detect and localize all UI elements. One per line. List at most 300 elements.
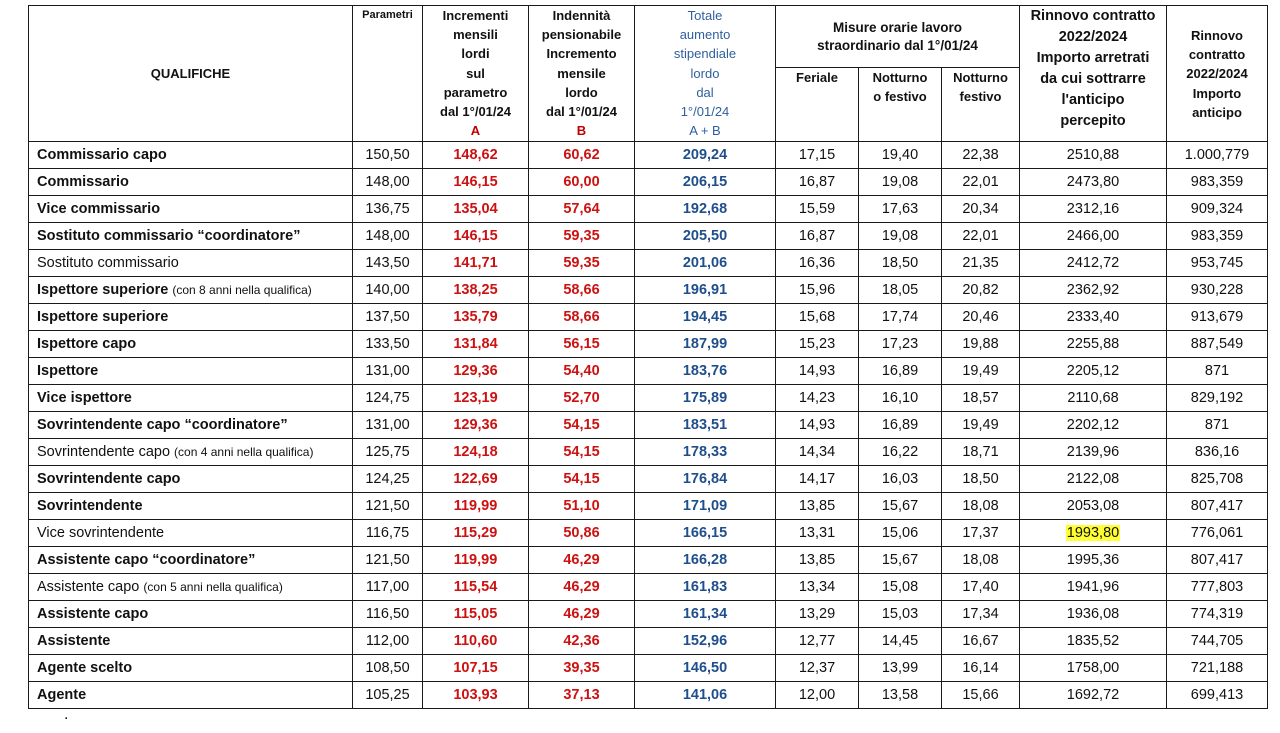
header-indennita [529, 6, 635, 142]
cell-notturno-o-festivo-value: 16,89 [881, 363, 919, 379]
cell-arretrati [1020, 493, 1167, 520]
cell-indennita-b-value: 37,13 [563, 687, 600, 703]
cell-arretrati-value: 1941,96 [1066, 579, 1120, 595]
cell-indennita-b [529, 142, 635, 169]
cell-indennita-b-value: 39,35 [563, 660, 600, 676]
cell-incremento-a [423, 655, 529, 682]
cell-notturno-o-festivo [859, 547, 942, 574]
cell-parametro [353, 493, 423, 520]
cell-totale-value: 196,91 [682, 282, 728, 298]
cell-parametro [353, 682, 423, 709]
header-line: Notturno [872, 70, 928, 85]
cell-notturno-festivo-value: 18,57 [962, 390, 999, 406]
header-line: aumento [679, 27, 731, 43]
cell-notturno-o-festivo-value: 16,10 [881, 390, 919, 406]
cell-parametro-value: 131,00 [365, 417, 410, 433]
cell-feriale [776, 412, 859, 439]
header-line: percepito [1060, 113, 1126, 129]
cell-parametro-value: 136,75 [365, 201, 410, 217]
cell-incremento-a [423, 520, 529, 547]
cell-arretrati-value: 2053,08 [1066, 498, 1120, 514]
cell-arretrati [1020, 196, 1167, 223]
cell-feriale [776, 574, 859, 601]
salary-table [28, 5, 1268, 709]
qualifica-name: Agente [37, 687, 87, 703]
cell-incremento-a [423, 358, 529, 385]
cell-qualifica [29, 385, 353, 412]
cell-totale [635, 250, 776, 277]
cell-arretrati [1020, 142, 1167, 169]
cell-arretrati-value: 1993,80 [1066, 525, 1120, 541]
cell-qualifica [29, 277, 353, 304]
cell-feriale [776, 196, 859, 223]
cell-feriale [776, 601, 859, 628]
qualifica-name: Vice commissario [37, 201, 161, 217]
cell-anticipo-value: 829,192 [1190, 390, 1244, 406]
cell-incremento-a [423, 439, 529, 466]
cell-arretrati [1020, 250, 1167, 277]
cell-totale [635, 682, 776, 709]
cell-incremento-a-value: 129,36 [453, 417, 498, 433]
cell-parametro-value: 150,50 [365, 147, 410, 163]
cell-indennita-b [529, 250, 635, 277]
cell-parametro [353, 331, 423, 358]
cell-qualifica [29, 547, 353, 574]
cell-arretrati-value: 1936,08 [1066, 606, 1120, 622]
cell-incremento-a-value: 103,93 [453, 687, 498, 703]
cell-notturno-o-festivo [859, 223, 942, 250]
cell-totale [635, 169, 776, 196]
cell-indennita-b-value: 54,15 [563, 417, 600, 433]
cell-indennita-b-value: 52,70 [563, 390, 600, 406]
cell-feriale-value: 13,29 [798, 606, 836, 622]
cell-incremento-a [423, 169, 529, 196]
cell-indennita-b [529, 331, 635, 358]
cell-feriale [776, 439, 859, 466]
table-row [29, 466, 1268, 493]
cell-notturno-o-festivo-value: 15,67 [881, 498, 919, 514]
cell-notturno-o-festivo-value: 15,67 [881, 552, 919, 568]
cell-feriale-value: 14,17 [798, 471, 836, 487]
cell-arretrati [1020, 277, 1167, 304]
cell-notturno-o-festivo [859, 142, 942, 169]
cell-indennita-b-value: 58,66 [563, 282, 600, 298]
cell-parametro [353, 223, 423, 250]
cell-feriale [776, 169, 859, 196]
cell-anticipo [1167, 385, 1268, 412]
cell-totale [635, 331, 776, 358]
cell-parametro [353, 574, 423, 601]
cell-arretrati-value: 2473,80 [1066, 174, 1120, 190]
cell-arretrati-value: 2510,88 [1066, 147, 1120, 163]
cell-qualifica [29, 493, 353, 520]
cell-anticipo [1167, 196, 1268, 223]
cell-incremento-a [423, 628, 529, 655]
table-row [29, 358, 1268, 385]
qualifica-name: Commissario [37, 174, 129, 190]
cell-anticipo [1167, 250, 1268, 277]
cell-indennita-b-value: 60,00 [563, 174, 600, 190]
cell-anticipo [1167, 169, 1268, 196]
cell-qualifica [29, 142, 353, 169]
cell-notturno-o-festivo [859, 196, 942, 223]
cell-arretrati-value: 1758,00 [1066, 660, 1120, 676]
cell-totale-value: 201,06 [682, 255, 728, 271]
header-line: dal 1°/01/24 [546, 104, 617, 120]
cell-feriale-value: 13,31 [798, 525, 836, 541]
header-line: Incrementi [442, 8, 509, 23]
cell-parametro-value: 137,50 [365, 309, 410, 325]
cell-notturno-o-festivo [859, 331, 942, 358]
cell-notturno-o-festivo-value: 18,50 [881, 255, 919, 271]
cell-feriale [776, 277, 859, 304]
qualifica-name: Ispettore [37, 363, 99, 379]
cell-indennita-b-value: 58,66 [563, 309, 600, 325]
cell-notturno-o-festivo [859, 601, 942, 628]
header-line: pensionabile [541, 27, 622, 43]
header-indennita-lines [529, 6, 634, 121]
cell-totale-value: 161,34 [682, 606, 728, 622]
cell-indennita-b [529, 223, 635, 250]
cell-incremento-a [423, 412, 529, 439]
table-row [29, 385, 1268, 412]
cell-indennita-b-value: 59,35 [563, 228, 600, 244]
cell-parametro-value: 124,75 [365, 390, 410, 406]
cell-incremento-a [423, 493, 529, 520]
cell-notturno-o-festivo [859, 493, 942, 520]
cell-totale [635, 358, 776, 385]
cell-anticipo-value: 721,188 [1190, 660, 1244, 676]
cell-indennita-b [529, 412, 635, 439]
table-body [29, 142, 1268, 709]
cell-notturno-festivo-value: 18,50 [962, 471, 999, 487]
cell-notturno-festivo [942, 385, 1020, 412]
cell-totale-value: 141,06 [682, 687, 728, 703]
header-line: lordo [690, 65, 720, 81]
cell-notturno-festivo [942, 628, 1020, 655]
cell-parametro [353, 655, 423, 682]
cell-notturno-festivo-value: 16,14 [962, 660, 999, 676]
cell-parametro [353, 277, 423, 304]
cell-notturno-o-festivo-value: 13,99 [881, 660, 919, 676]
qualifica-name: Sovrintendente capo [37, 444, 175, 460]
cell-indennita-b-value: 54,15 [563, 471, 600, 487]
header-misure-orarie [776, 6, 1020, 68]
cell-incremento-a-value: 129,36 [453, 363, 498, 379]
header-line: Rinnovo [1191, 28, 1243, 43]
cell-notturno-o-festivo-value: 15,08 [881, 579, 919, 595]
cell-feriale-value: 14,23 [798, 390, 836, 406]
cell-indennita-b [529, 277, 635, 304]
cell-notturno-o-festivo-value: 17,63 [881, 201, 919, 217]
cell-feriale [776, 466, 859, 493]
cell-anticipo [1167, 304, 1268, 331]
header-line: dal [696, 84, 714, 100]
table-row [29, 682, 1268, 709]
cell-qualifica [29, 466, 353, 493]
cell-totale-value: 183,51 [682, 417, 728, 433]
header-line: parametro [443, 84, 508, 100]
qualifica-name: Ispettore superiore [37, 309, 169, 325]
cell-notturno-o-festivo-value: 13,58 [881, 687, 919, 703]
cell-incremento-a-value: 119,99 [453, 498, 498, 514]
cell-indennita-b [529, 196, 635, 223]
cell-indennita-b [529, 385, 635, 412]
cell-notturno-festivo-value: 19,88 [962, 336, 999, 352]
header-line: contratto [1188, 47, 1246, 63]
cell-feriale [776, 655, 859, 682]
qualifica-name: Sovrintendente [37, 498, 143, 514]
cell-indennita-b [529, 493, 635, 520]
cell-anticipo-value: 807,417 [1190, 552, 1244, 568]
cell-incremento-a-value: 135,04 [453, 201, 498, 217]
cell-incremento-a-value: 115,54 [453, 579, 498, 595]
cell-incremento-a [423, 277, 529, 304]
cell-notturno-festivo-value: 18,08 [962, 552, 999, 568]
cell-arretrati-value: 2333,40 [1066, 309, 1120, 325]
cell-notturno-o-festivo [859, 358, 942, 385]
cell-incremento-a-value: 146,15 [453, 174, 498, 190]
cell-incremento-a [423, 682, 529, 709]
cell-arretrati-value: 2202,12 [1066, 417, 1120, 433]
cell-feriale-value: 14,34 [798, 444, 836, 460]
cell-notturno-festivo [942, 196, 1020, 223]
cell-arretrati [1020, 466, 1167, 493]
cell-indennita-b [529, 520, 635, 547]
cell-anticipo-value: 807,417 [1190, 498, 1244, 514]
cell-anticipo [1167, 412, 1268, 439]
cell-notturno-o-festivo [859, 466, 942, 493]
cell-notturno-o-festivo [859, 277, 942, 304]
cell-indennita-b [529, 682, 635, 709]
cell-arretrati [1020, 655, 1167, 682]
cell-totale [635, 574, 776, 601]
cell-feriale-value: 15,96 [798, 282, 836, 298]
header-parametri: Parametri [353, 6, 423, 142]
cell-totale [635, 412, 776, 439]
cell-qualifica [29, 412, 353, 439]
cell-anticipo-value: 774,319 [1190, 606, 1244, 622]
cell-notturno-o-festivo [859, 412, 942, 439]
cell-arretrati [1020, 682, 1167, 709]
cell-arretrati-value: 2362,92 [1066, 282, 1120, 298]
cell-feriale-value: 12,77 [798, 633, 836, 649]
cell-parametro [353, 385, 423, 412]
cell-totale-value: 171,09 [682, 498, 728, 514]
cell-anticipo-value: 1.000,779 [1184, 147, 1250, 163]
header-incrementi [423, 6, 529, 142]
cell-feriale-value: 17,15 [798, 147, 836, 163]
cell-totale [635, 439, 776, 466]
cell-incremento-a-value: 124,18 [453, 444, 498, 460]
cell-notturno-o-festivo-value: 19,08 [881, 228, 919, 244]
qualifica-name: Ispettore capo [37, 336, 137, 352]
cell-qualifica [29, 196, 353, 223]
cell-notturno-festivo-value: 17,40 [962, 579, 999, 595]
cell-incremento-a-value: 141,71 [453, 255, 498, 271]
table-row [29, 304, 1268, 331]
cell-notturno-o-festivo [859, 628, 942, 655]
cell-notturno-festivo [942, 655, 1020, 682]
cell-anticipo-value: 699,413 [1190, 687, 1244, 703]
header-incrementi-code: A [470, 123, 481, 139]
cell-parametro-value: 108,50 [365, 660, 410, 676]
cell-totale-value: 152,96 [682, 633, 728, 649]
cell-parametro [353, 250, 423, 277]
cell-notturno-o-festivo-value: 18,05 [881, 282, 919, 298]
cell-notturno-festivo [942, 223, 1020, 250]
cell-anticipo [1167, 682, 1268, 709]
cell-incremento-a-value: 119,99 [453, 552, 498, 568]
cell-arretrati [1020, 358, 1167, 385]
cell-anticipo-value: 871 [1204, 417, 1230, 433]
cell-feriale-value: 16,87 [798, 174, 836, 190]
cell-feriale [776, 304, 859, 331]
cell-indennita-b [529, 466, 635, 493]
cell-notturno-festivo [942, 601, 1020, 628]
cell-indennita-b [529, 439, 635, 466]
cell-arretrati [1020, 331, 1167, 358]
header-line: 2022/2024 [1058, 29, 1128, 45]
cell-parametro-value: 131,00 [365, 363, 410, 379]
qualifica-name: Assistente [37, 633, 111, 649]
cell-totale [635, 304, 776, 331]
cell-arretrati-value: 2205,12 [1066, 363, 1120, 379]
table-row [29, 250, 1268, 277]
cell-qualifica [29, 655, 353, 682]
cell-notturno-o-festivo [859, 385, 942, 412]
cell-indennita-b-value: 54,40 [563, 363, 600, 379]
cell-indennita-b-value: 57,64 [563, 201, 600, 217]
cell-parametro [353, 628, 423, 655]
cell-incremento-a [423, 574, 529, 601]
cell-totale [635, 277, 776, 304]
cell-totale [635, 628, 776, 655]
cell-arretrati [1020, 412, 1167, 439]
cell-notturno-o-festivo-value: 15,06 [881, 525, 919, 541]
cell-totale-value: 187,99 [682, 336, 728, 352]
header-line: l'anticipo [1061, 92, 1125, 108]
cell-totale-value: 194,45 [682, 309, 728, 325]
cell-anticipo-value: 983,359 [1190, 228, 1244, 244]
cell-anticipo [1167, 277, 1268, 304]
qualifica-note: (con 4 anni nella qualifica) [174, 445, 314, 459]
cell-arretrati [1020, 547, 1167, 574]
cell-incremento-a [423, 196, 529, 223]
cell-parametro [353, 304, 423, 331]
table-row [29, 547, 1268, 574]
table-row [29, 439, 1268, 466]
cell-totale-value: 176,84 [682, 471, 728, 487]
cell-notturno-o-festivo [859, 682, 942, 709]
cell-feriale-value: 15,68 [798, 309, 836, 325]
cell-notturno-festivo [942, 682, 1020, 709]
table-row [29, 628, 1268, 655]
cell-incremento-a [423, 250, 529, 277]
cell-parametro [353, 466, 423, 493]
cell-notturno-o-festivo-value: 17,23 [881, 336, 919, 352]
cell-totale [635, 547, 776, 574]
header-totale-lines [635, 6, 775, 121]
qualifica-name: Agente scelto [37, 660, 133, 676]
cell-feriale [776, 682, 859, 709]
cell-feriale [776, 331, 859, 358]
cell-notturno-festivo [942, 250, 1020, 277]
cell-feriale [776, 493, 859, 520]
table-row [29, 277, 1268, 304]
cell-indennita-b-value: 51,10 [563, 498, 600, 514]
header-totale-code: A + B [689, 123, 721, 139]
cell-notturno-festivo [942, 439, 1020, 466]
cell-notturno-festivo-value: 17,34 [962, 606, 999, 622]
cell-anticipo [1167, 466, 1268, 493]
cell-qualifica [29, 358, 353, 385]
header-totale [635, 6, 776, 142]
cell-parametro [353, 142, 423, 169]
cell-totale [635, 601, 776, 628]
cell-notturno-o-festivo [859, 574, 942, 601]
cell-arretrati [1020, 520, 1167, 547]
table-row [29, 196, 1268, 223]
cell-totale-value: 146,50 [682, 660, 728, 676]
cell-indennita-b-value: 54,15 [563, 444, 600, 460]
table-row [29, 142, 1268, 169]
cell-indennita-b-value: 50,86 [563, 525, 600, 541]
cell-totale-value: 206,15 [682, 174, 728, 190]
header-line: stipendiale [673, 46, 737, 62]
cell-parametro-value: 143,50 [365, 255, 410, 271]
cell-incremento-a-value: 122,69 [453, 471, 498, 487]
cell-feriale [776, 547, 859, 574]
cell-anticipo [1167, 628, 1268, 655]
cell-arretrati [1020, 304, 1167, 331]
header-line: da cui sottrarre [1040, 71, 1146, 87]
table-row [29, 169, 1268, 196]
cell-incremento-a-value: 115,05 [453, 606, 498, 622]
cell-incremento-a [423, 331, 529, 358]
cell-parametro-value: 121,50 [365, 552, 410, 568]
cell-parametro-value: 148,00 [365, 228, 410, 244]
cell-anticipo-value: 913,679 [1190, 309, 1244, 325]
cell-notturno-festivo-value: 20,34 [962, 201, 999, 217]
cell-anticipo [1167, 223, 1268, 250]
cell-qualifica [29, 628, 353, 655]
cell-arretrati [1020, 223, 1167, 250]
cell-indennita-b [529, 169, 635, 196]
header-line: straordinario dal 1°/01/24 [817, 37, 978, 53]
cell-arretrati [1020, 385, 1167, 412]
cell-arretrati [1020, 574, 1167, 601]
cell-qualifica [29, 520, 353, 547]
qualifica-note: (con 5 anni nella qualifica) [143, 580, 283, 594]
cell-notturno-o-festivo-value: 14,45 [881, 633, 919, 649]
cell-parametro-value: 133,50 [365, 336, 410, 352]
cell-feriale-value: 14,93 [798, 417, 836, 433]
cell-anticipo-value: 744,705 [1190, 633, 1244, 649]
cell-indennita-b [529, 304, 635, 331]
cell-notturno-festivo-value: 22,38 [962, 147, 999, 163]
header-line: Feriale [796, 70, 838, 85]
cell-feriale [776, 385, 859, 412]
cell-notturno-festivo-value: 19,49 [962, 363, 999, 379]
cell-incremento-a [423, 223, 529, 250]
cell-anticipo-value: 871 [1204, 363, 1230, 379]
cell-parametro-value: 125,75 [365, 444, 410, 460]
cell-anticipo-value: 983,359 [1190, 174, 1244, 190]
header-line: Notturno [953, 70, 1008, 85]
cell-indennita-b [529, 655, 635, 682]
cell-totale [635, 196, 776, 223]
